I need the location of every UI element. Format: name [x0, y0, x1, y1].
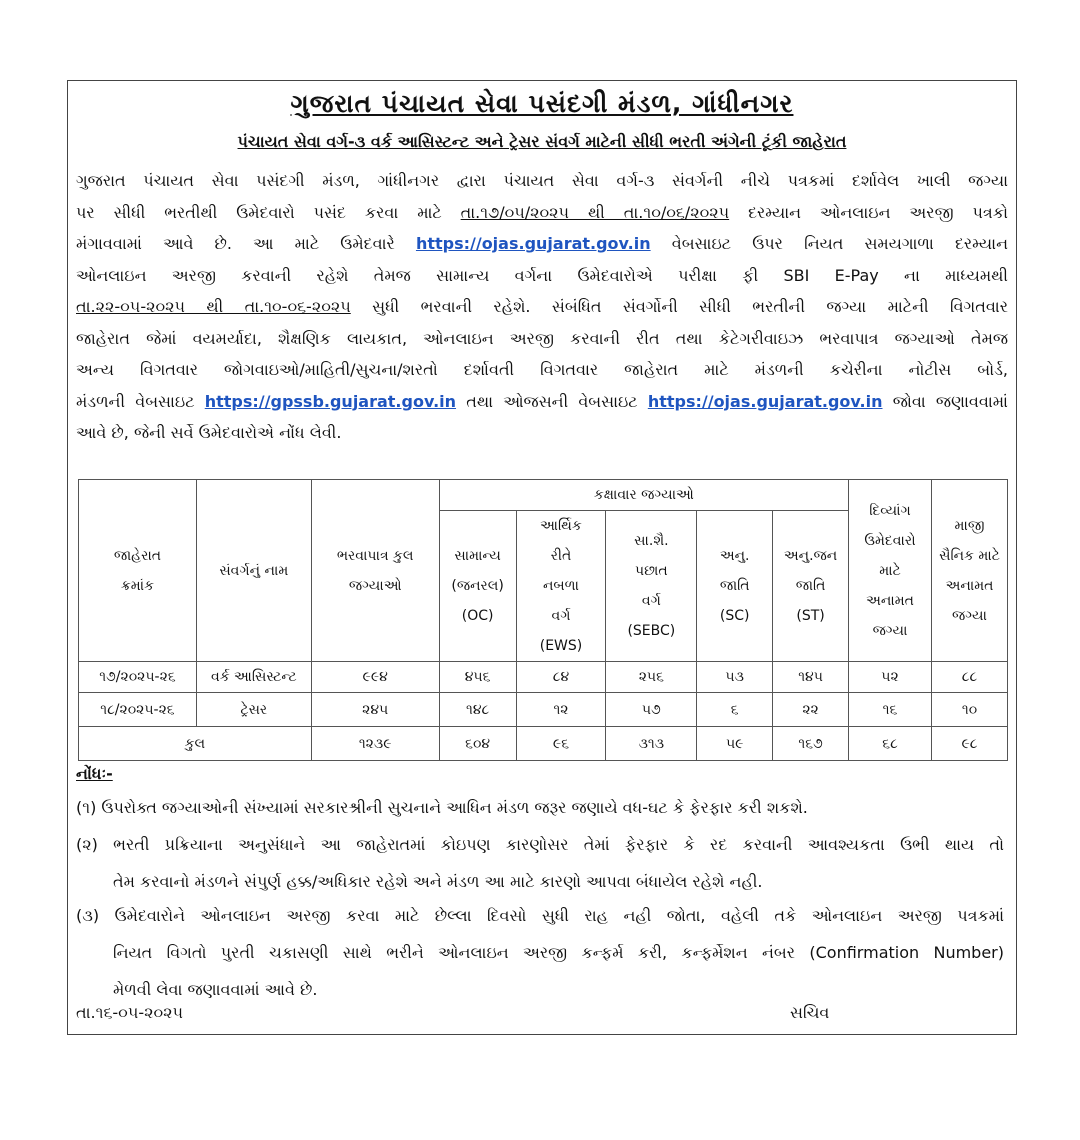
note-text: નિયત વિગતો પુરતી ચકાસણી સાથે ભરીને ઓનલાઇન અરજી કન્ફર્મ કરી, કન્ફર્મેશન નંબર (Confirmation Number)	[113, 943, 1004, 962]
header-text: પછાત	[635, 563, 668, 579]
cell-ad-number: ૧૮/૨૦૨૫-૨૬	[79, 693, 197, 727]
header-category-posts: કક્ષાવાર જગ્યાઓ	[439, 480, 848, 511]
body-line-1: ગુજરાત પંચાયત સેવા પસંદગી મંડળ, ગાંધીનગર દ્વારા પંચાયત સેવા વર્ગ-૩ સંવર્ગની નીચે પત્રકમાં દર્શાવેલ ખાલી જગ્યા	[76, 171, 1008, 190]
header-text: દિવ્યાંગ ઉમેદવારો માટે અનામત જગ્યા	[864, 502, 916, 639]
table-row	[79, 662, 1008, 693]
body-text: વેબસાઇટ ઉપર નિયત સમયગાળા દરમ્યાન	[671, 234, 1008, 253]
cell-total: ૨૪૫	[311, 693, 439, 727]
cell-st: ૧૬૭	[773, 727, 849, 761]
header-text: (ST)	[796, 608, 825, 624]
note-text: મેળવી લેવા જણાવવામાં આવે છે.	[113, 980, 318, 999]
ojas-link[interactable]: https://ojas.gujarat.gov.in	[415, 234, 651, 253]
cell-sebc: ૫૭	[606, 693, 697, 727]
header-text: આર્થિક	[540, 518, 582, 534]
body-line-4: ઓનલાઇન અરજી કરવાની રહેશે તેમજ સામાન્ય વર્ગના ઉમેદવારોએ પરીક્ષા ફી SBI E-Pay ના માધ્યમથી	[76, 265, 1008, 285]
header-text: ભરવાપાત્ર કુલ જગ્યાઓ	[336, 547, 414, 594]
note-1	[76, 789, 1004, 826]
header-text: વર્ગ	[641, 593, 661, 609]
header-text: (જનરલ)	[451, 578, 504, 594]
cell-sc: ૫૩	[697, 662, 773, 693]
header-st	[773, 511, 849, 662]
cell-exservicemen: ૮૮	[931, 662, 1007, 693]
note-text: (૧) ઉપરોક્ત જગ્યાઓની સંખ્યામાં સરકારશ્રીની સુચનાને આધિન મંડળ જરૂર જણાયે વધ-ઘટ કે ફેરફાર કરી શકશે.	[76, 798, 808, 817]
body-line-5	[76, 291, 1008, 323]
notice-frame	[67, 80, 1017, 1035]
table-row	[79, 693, 1008, 727]
notice-body	[76, 165, 1008, 449]
body-text: જોવા જણાવવામાં	[892, 391, 1008, 411]
page-subtitle: પંચાયત સેવા વર્ગ-૩ વર્ક આસિસ્ટન્ટ અને ટ્રેસર સંવર્ગ માટેની સીધી ભરતી અંગેની ટૂંકી જાહેરાત	[237, 132, 847, 151]
note-text: (૨) ભરતી પ્રક્રિયાના અનુસંધાને આ જાહેરાતમાં કોઇપણ કારણોસર તેમાં ફેરફાર કે રદ કરવાની આવશ્યકતા ઉભી થાય તો	[76, 835, 1004, 854]
cell-sc: ૬	[697, 693, 773, 727]
vacancy-table	[78, 479, 1008, 761]
header-text: સામાન્ય	[454, 548, 501, 564]
application-date-range: તા.૧૭/૦૫/૨૦૨૫ થી તા.૧૦/૦૬/૨૦૨૫	[460, 202, 730, 222]
note-text: (૩) ઉમેદવારોને ઓનલાઇન અરજી કરવા માટે છેલ્લા દિવસો સુધી રાહ નહી જોતા, વહેલી તકે ઓનલાઇન અરજી પત્રકમાં	[76, 906, 1004, 925]
header-ews	[516, 511, 606, 662]
note-2	[76, 826, 1004, 900]
cell-disabled: ૧૬	[849, 693, 932, 727]
cell-disabled: ૫૨	[849, 662, 932, 693]
header-oc	[439, 511, 516, 662]
cell-st: ૧૪૫	[773, 662, 849, 693]
header-cadre-name: સંવર્ગનું નામ	[196, 480, 311, 662]
header-sebc	[606, 511, 697, 662]
header-text: અનુ.	[719, 548, 750, 564]
table-total-row	[79, 727, 1008, 761]
cell-ews: ૯૬	[516, 727, 606, 761]
cell-ad-number: ૧૭/૨૦૨૫-૨૬	[79, 662, 197, 693]
header-text: (SEBC)	[627, 623, 676, 639]
body-text: મંગાવવામાં આવે છે. આ માટે ઉમેદવારે	[76, 234, 395, 253]
cell-cadre-name: ટ્રેસર	[196, 693, 311, 727]
header-total-posts	[311, 480, 439, 662]
body-line-2	[76, 197, 1008, 229]
header-text: રીતે	[550, 548, 572, 564]
header-text: અનુ.જન	[783, 548, 838, 564]
body-text: સુધી ભરવાની રહેશે. સંબંધિત સંવર્ગોની સીધી ભરતીની જગ્યા માટેની વિગતવાર	[372, 297, 1008, 316]
cell-disabled: ૬૮	[849, 727, 932, 761]
cell-st: ૨૨	[773, 693, 849, 727]
header-text: માજી સૈનિક માટે અનામત જગ્યા	[939, 517, 1000, 624]
body-text: પર સીધી ભરતીથી ઉમેદવારો પસંદ કરવા માટે	[76, 202, 442, 222]
cell-oc: ૧૪૮	[439, 693, 516, 727]
ojas-link-2[interactable]: https://ojas.gujarat.gov.in	[647, 391, 883, 411]
body-text: તથા ઓજસની વેબસાઇટ	[466, 391, 638, 411]
cell-cadre-name: વર્ક આસિસ્ટન્ટ	[196, 662, 311, 693]
header-text: જાતિ	[719, 578, 750, 594]
fee-date-range: તા.૨૨-૦૫-૨૦૨૫ થી તા.૧૦-૦૬-૨૦૨૫	[76, 297, 351, 316]
issue-date: તા.૧૬-૦૫-૨૦૨૫	[76, 1003, 184, 1022]
cell-total-label: કુલ	[79, 727, 312, 761]
page-title: ગુજરાત પંચાયત સેવા પસંદગી મંડળ, ગાંધીનગર	[290, 89, 794, 118]
note-text: તેમ કરવાનો મંડળને સંપુર્ણ હક્ક/અધિકાર રહેશે અને મંડળ આ માટે કારણો આપવા બંધાયેલ રહેશે નહી.	[113, 872, 763, 891]
cell-sc: ૫૯	[697, 727, 773, 761]
cell-ews: ૮૪	[516, 662, 606, 693]
gpssb-link[interactable]: https://gpssb.gujarat.gov.in	[204, 391, 457, 411]
notes-heading: નોંધઃ-	[76, 764, 113, 783]
header-text: સા.શૈ.	[634, 533, 669, 549]
cell-total: ૯૯૪	[311, 662, 439, 693]
header-text: જાહેરાત ક્રમાંક	[113, 547, 162, 594]
header-ad-number	[79, 480, 197, 662]
header-disabled-reserved	[849, 480, 932, 662]
header-sc	[697, 511, 773, 662]
cell-exservicemen: ૧૦	[931, 693, 1007, 727]
header-exservicemen-reserved	[931, 480, 1007, 662]
cell-total: ૧૨૩૯	[311, 727, 439, 761]
body-line-7: અન્ય વિગતવાર જોગવાઇઓ/માહિતી/સુચના/શરતો દર્શાવતી વિગતવાર જાહેરાત માટે મંડળની કચેરીના નોટીસ બોર્ડ,	[76, 360, 1008, 379]
signature-secretary: સચિવ	[790, 1003, 830, 1022]
cell-ews: ૧૨	[516, 693, 606, 727]
note-3	[76, 897, 1004, 1008]
body-line-8	[76, 386, 1008, 418]
body-line-3	[76, 228, 1008, 260]
header-text: જાતિ	[795, 578, 826, 594]
cell-exservicemen: ૯૮	[931, 727, 1007, 761]
header-text: નબળા	[542, 578, 579, 594]
cell-oc: ૪૫૬	[439, 662, 516, 693]
body-text: દરમ્યાન ઓનલાઇન અરજી પત્રકો	[748, 202, 1008, 222]
header-text: વર્ગ	[551, 608, 571, 624]
cell-sebc: ૨૫૬	[606, 662, 697, 693]
header-text: (OC)	[461, 608, 494, 624]
body-line-6: જાહેરાત જેમાં વયમર્યાદા, શૈક્ષણિક લાયકાત, ઓનલાઇન અરજી કરવાની રીત તથા કેટેગરીવાઇઝ ભરવાપાત્ર જગ્યાઓ તેમજ	[76, 328, 1008, 348]
body-text: મંડળની વેબસાઇટ	[76, 391, 195, 411]
cell-oc: ૬૦૪	[439, 727, 516, 761]
header-text: (SC)	[719, 608, 750, 624]
cell-sebc: ૩૧૩	[606, 727, 697, 761]
header-text: (EWS)	[539, 638, 583, 654]
body-line-9: આવે છે, જેની સર્વે ઉમેદવારોએ નોંધ લેવી.	[76, 423, 342, 442]
